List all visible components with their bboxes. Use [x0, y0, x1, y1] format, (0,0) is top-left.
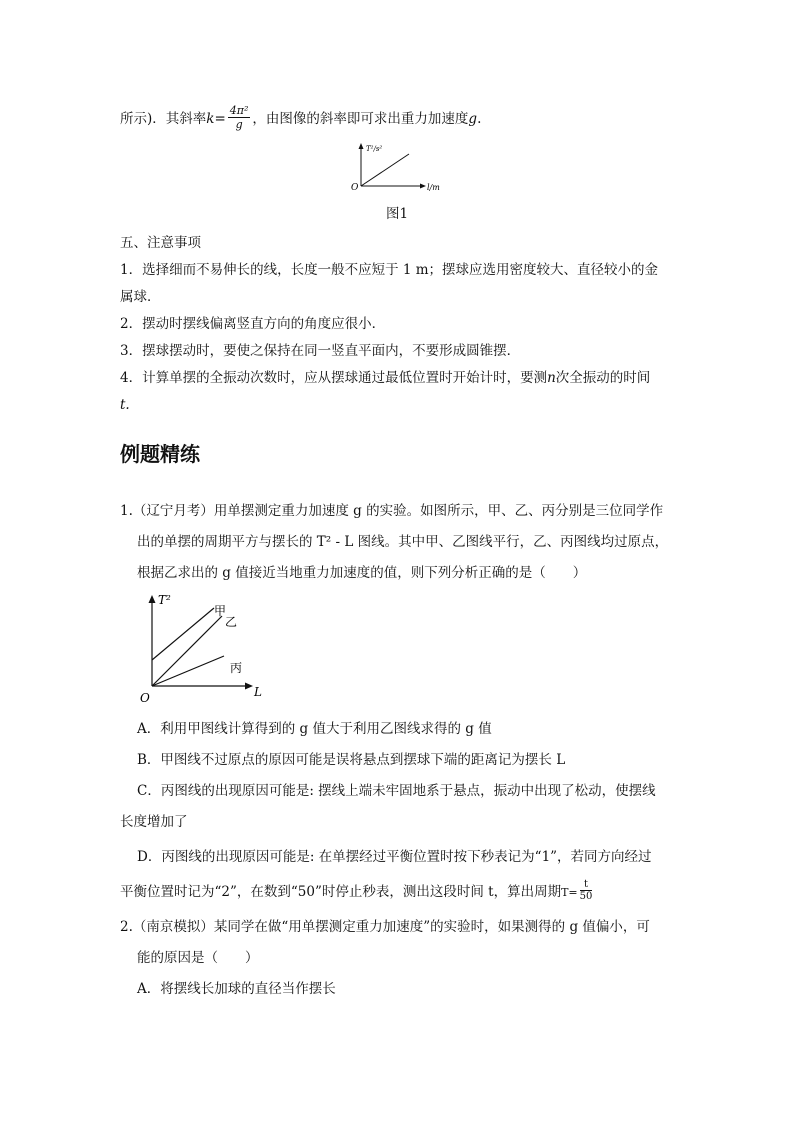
q2-line2: 能的原因是（ ） — [137, 950, 259, 966]
intro-line — [120, 106, 481, 133]
fraction-numerator: 4π² — [229, 104, 249, 117]
notes-item4-n: n — [547, 370, 556, 386]
q1-line3: 根据乙求出的 g 值接近当地重力加速度的值，则下列分析正确的是（ ） — [137, 565, 587, 581]
intro-k: k — [206, 111, 215, 127]
notes-item4-suffix: 次全振动的时间 — [555, 370, 651, 386]
q1-option-d-line2 — [120, 881, 594, 904]
q1-line1: 1.（辽宁月考）用单摆测定重力加速度 g 的实验。如图所示，甲、乙、丙分别是三位同学作 — [120, 503, 664, 519]
q1-graph — [136, 588, 276, 708]
section-heading: 例题精练 — [120, 442, 200, 466]
figure1-graph — [345, 140, 445, 196]
q1-option-b: B．甲图线不过原点的原因可能是误将悬点到摆球下端的距离记为摆长 L — [137, 752, 566, 768]
intro-prefix: 所示)．其斜率 — [120, 111, 207, 127]
notes-item4-prefix: 4．计算单摆的全振动次数时，应从摆球通过最低位置时开始计时，要测 — [120, 370, 548, 386]
notes-item4-a — [120, 369, 650, 387]
notes-item3: 3．摆球摆动时，要使之保持在同一竖直平面内，不要形成圆锥摆． — [120, 343, 521, 359]
series-label-bing: 丙 — [230, 661, 243, 675]
q1-option-d-line1: D．丙图线的出现原因可能是: 在单摆经过平衡位置时按下秒表记为“1”，若同方向经过 — [137, 849, 652, 865]
notes-item1-b: 属球． — [120, 289, 161, 305]
q1-graph-origin: O — [140, 691, 150, 705]
figure1-origin: O — [351, 183, 359, 193]
q1-line2: 出的单摆的周期平方与摆长的 T² - L 图线。其中甲、乙图线平行，乙、丙图线均过原点， — [137, 534, 669, 550]
figure1-caption: 图1 — [386, 206, 409, 222]
intro-g: g — [468, 111, 478, 127]
q1-option-c-line2: 长度增加了 — [120, 814, 188, 830]
q1-graph-x-label: L — [254, 685, 262, 699]
notes-item4-b: t. — [120, 397, 130, 413]
notes-title: 五、注意事项 — [120, 235, 201, 251]
q1-option-d-prefix: 平衡位置时记为“2”，在数到“50”时停止秒表，测出这段时间 t，算出周期 — [120, 884, 562, 900]
notes-item1-a: 1．选择细而不易伸长的线，长度一般不应短于 1 m；摆球应选用密度较大、直径较小的金 — [120, 262, 659, 278]
q1-option-a: A．利用甲图线计算得到的 g 值大于利用乙图线求得的 g 值 — [137, 721, 492, 737]
intro-end: . — [477, 111, 482, 127]
intro-suffix: ，由图像的斜率即可求出重力加速度 — [252, 111, 469, 127]
period-denominator: 50 — [579, 891, 593, 902]
period-numerator: t — [580, 879, 593, 891]
series-label-jia: 甲 — [214, 604, 227, 618]
q1-graph-y-label: T² — [158, 593, 171, 607]
fraction-denominator: g — [235, 118, 243, 131]
q2-option-a: A．将摆线长加球的直径当作摆长 — [137, 981, 336, 997]
series-label-yi: 乙 — [225, 615, 238, 629]
notes-item2: 2．摆动时摆线偏离竖直方向的角度应很小． — [120, 316, 386, 332]
figure1-x-label: l/m — [427, 183, 440, 192]
intro-eq: = — [214, 111, 226, 127]
figure1-y-label: T²/s² — [366, 145, 383, 153]
slope-fraction — [228, 104, 251, 131]
q1-option-c-line1: C．丙图线的出现原因可能是: 摆线上端未牢固地系于悬点，振动中出现了松动，使摆线 — [137, 783, 656, 799]
q1-option-d-T: T= — [561, 886, 578, 899]
period-fraction — [580, 879, 593, 902]
q2-line1: 2.（南京模拟）某同学在做“用单摆测定重力加速度”的实验时，如果测得的 g 值偏小，可 — [120, 919, 650, 935]
